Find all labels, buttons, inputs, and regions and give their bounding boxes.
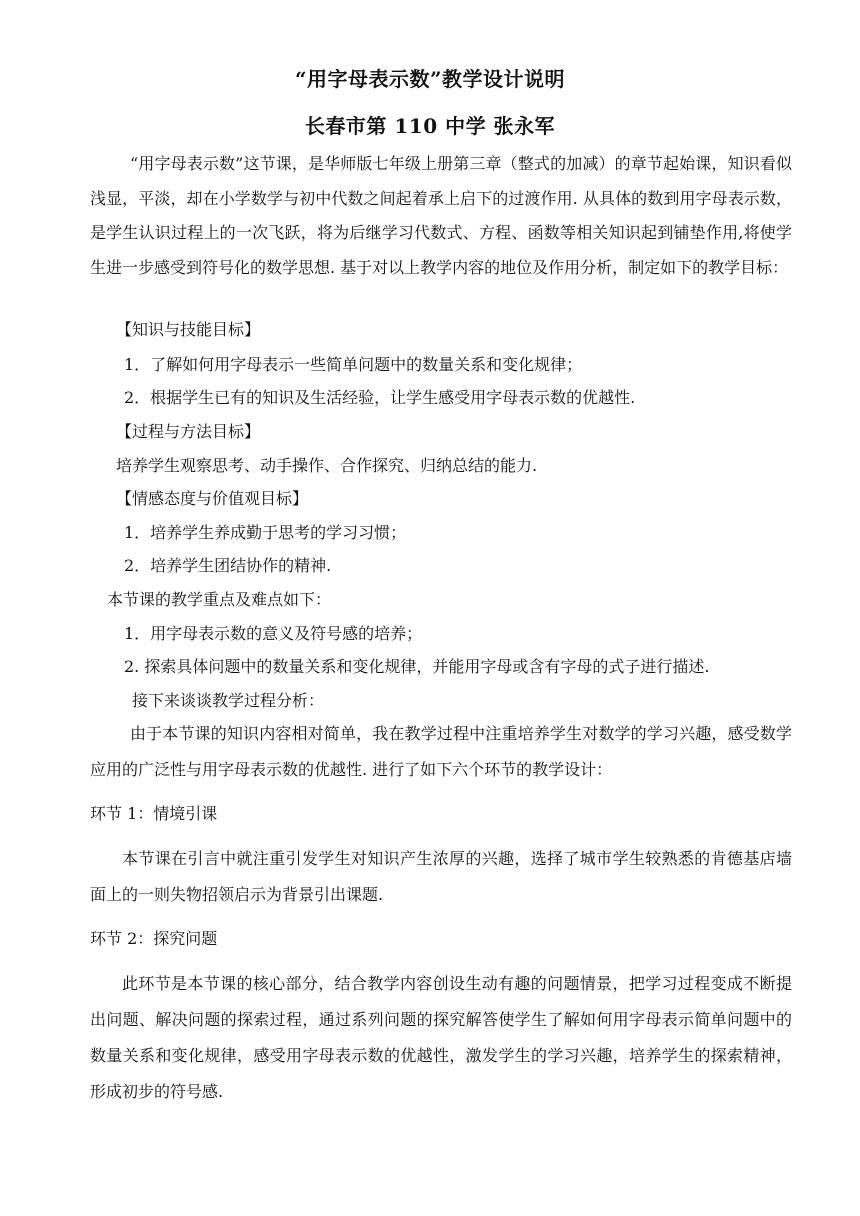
emotion-item-1: 1．培养学生养成勤于思考的学习习惯； [124,523,407,542]
process-analysis-intro: 接下来谈谈教学过程分析： [132,691,325,710]
section-1-heading: 环节 1：情境引课 [90,804,218,823]
section-2-heading: 环节 2：探究问题 [90,929,218,948]
emotion-heading: 【情感态度与价值观目标】 [116,489,309,508]
document-title: “用字母表示数”教学设计说明 [294,67,565,91]
process-analysis-paragraph: 由于本节课的知识内容相对简单，我在教学过程中注重培养学生对数学的学习兴趣，感受数学应用的广泛性与用字母表示数的优越性. 进行了如下六个环节的教学设计： [90,724,792,779]
knowledge-item-2: 2．根据学生已有的知识及生活经验，让学生感受用字母表示数的优越性. [124,388,636,407]
process-text: 培养学生观察思考、动手操作、合作探究、归纳总结的能力. [116,456,538,475]
intro-paragraph: “用字母表示数”这节课，是华师版七年级上册第三章（整式的加减）的章节起始课，知识看似浅显，平淡，却在小学数学与初中代数之间起着承上启下的过渡作用. 从具体的数到用字母表示数，是学生认识过程上的一次飞跃，将为后继学习代数式、方程、函数等相关知识起到铺垫作用,将使学生进一步感受到符号化的数学思想. 基于对以上教学内容的地位及作用分析，制定如下的教学目标： [90,154,792,277]
key-points-item-1: 1．用字母表示数的意义及符号感的培养； [124,624,423,643]
author-line: 长春市第 110 中学 张永军 [304,114,556,138]
key-points-item-2: 2. 探索具体问题中的数量关系和变化规律，并能用字母或含有字母的式子进行描述. [124,657,710,676]
emotion-item-2: 2．培养学生团结协作的精神. [124,556,332,575]
knowledge-heading: 【知识与技能目标】 [116,320,261,339]
process-heading: 【过程与方法目标】 [116,422,261,441]
knowledge-item-1: 1．了解如何用字母表示一些简单问题中的数量关系和变化规律； [124,355,583,374]
section-1-paragraph: 本节课在引言中就注重引发学生对知识产生浓厚的兴趣，选择了城市学生较熟悉的肯德基店墙面上的一则失物招领启示为背景引出课题. [90,849,792,904]
key-points-intro: 本节课的教学重点及难点如下： [107,590,332,609]
section-2-paragraph: 此环节是本节课的核心部分，结合教学内容创设生动有趣的问题情景，把学习过程变成不断提出问题、解决问题的探索过程，通过系列问题的探究解答使学生了解如何用字母表示简单问题中的数量关系和变化规律，感受用字母表示数的优越性，激发学生的学习兴趣，培养学生的探索精神，形成初步的符号感. [90,974,792,1101]
